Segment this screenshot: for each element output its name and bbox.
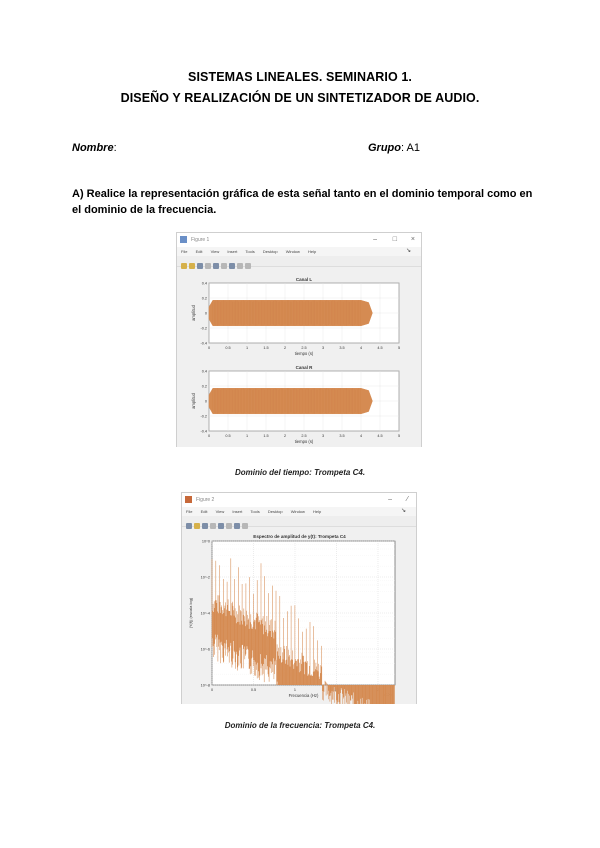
- canal-l-xtick-label: 2.5: [301, 346, 307, 350]
- figure2-window: [181, 492, 417, 704]
- canal-r-ytick-label: 0: [204, 399, 207, 404]
- menu-insert[interactable]: Insert: [232, 509, 243, 514]
- grupo-field: [368, 142, 420, 154]
- figure1-toolbar: [177, 256, 421, 267]
- canal-l-ytick-label: -0.2: [200, 326, 207, 331]
- dock-icon[interactable]: ↘: [405, 248, 411, 254]
- menu-tools[interactable]: Tools: [250, 509, 260, 514]
- canal-r-title: Canal R: [295, 365, 313, 370]
- spectrum-ytick-label: 10^-2: [200, 575, 210, 580]
- canal-l-xtick-label: 4: [359, 346, 363, 350]
- figure1-window: [176, 232, 422, 447]
- canal-l-xtick-label: 0: [207, 346, 211, 350]
- spectrum-ytick-label: 10^-6: [200, 647, 210, 652]
- spectrum-xlabel: Frecuencia (Hz): [288, 693, 319, 698]
- canal-l-xtick-label: 1.5: [263, 346, 269, 350]
- spectrum-x-exponent: x 10^4: [383, 693, 393, 697]
- spectrum-xtick-label: 1.5: [333, 688, 340, 692]
- menu-insert[interactable]: Insert: [227, 249, 238, 254]
- canal-r-xlabel: tiempo (s): [294, 439, 314, 444]
- figure2-titlebar: [182, 493, 416, 507]
- matlab-figure-icon: [185, 496, 192, 503]
- canal-l-xtick-label: 2: [283, 346, 287, 350]
- canal-r-ytick-label: -0.2: [200, 414, 207, 419]
- figure1-caption: Dominio del tiempo: Trompeta C4.: [234, 468, 366, 477]
- menu-desktop[interactable]: Desktop: [262, 249, 278, 254]
- legend-icon[interactable]: [237, 263, 243, 269]
- canal-r-xtick-label: 2: [283, 434, 287, 438]
- canal-l-ytick-label: 0.2: [201, 296, 207, 301]
- spectrum-xtick-label: 0.5: [250, 688, 257, 692]
- menu-view[interactable]: View: [210, 249, 220, 254]
- canal-l-xtick-label: 0.5: [225, 346, 231, 350]
- nombre-field: [72, 142, 117, 154]
- print-icon[interactable]: [205, 263, 211, 269]
- canal-r-xtick-label: 3.5: [339, 434, 345, 438]
- close-icon[interactable]: ×: [410, 236, 415, 243]
- figure2-caption: Dominio de la frecuencia: Trompeta C4.: [224, 721, 376, 730]
- canal-r-xtick-label: 0.5: [225, 434, 231, 438]
- nombre-separator: :: [113, 142, 117, 154]
- figure1-title: Figure 1: [191, 237, 210, 243]
- figure1-plot-area: [177, 267, 421, 447]
- pointer-icon[interactable]: [245, 263, 251, 269]
- menu-file[interactable]: File: [181, 249, 188, 254]
- canal-r-signal: [209, 388, 372, 414]
- spectrum-ytick-label: 10^-8: [200, 683, 210, 688]
- canal-l-xtick-label: 5: [397, 346, 401, 350]
- pointer-icon[interactable]: [242, 523, 248, 529]
- canal-r-xtick-label: 0: [207, 434, 211, 438]
- canal-l-title: Canal L: [295, 277, 313, 282]
- canal-l-xtick-label: 4.5: [377, 346, 383, 350]
- menu-view[interactable]: View: [215, 509, 225, 514]
- spectrum-xtick-label: 2: [376, 688, 380, 692]
- minimize-icon[interactable]: –: [373, 236, 377, 243]
- maximize-icon[interactable]: ⁄: [406, 496, 408, 503]
- save-icon[interactable]: [202, 523, 208, 529]
- canal-r-xtick-label: 1.5: [263, 434, 269, 438]
- question-a: A) Realice la representación gráfica de esta señal tanto en el dominio temporal como en el dominio de la frecuencia.: [72, 188, 533, 216]
- print-icon[interactable]: [210, 523, 216, 529]
- colorbar-icon[interactable]: [234, 523, 240, 529]
- canal-r-xtick-label: 3: [321, 434, 325, 438]
- canal-r-xtick-label: 4: [359, 434, 363, 438]
- canal-r-xtick-label: 1: [245, 434, 249, 438]
- canal-r-ylabel: amplitud: [191, 393, 196, 409]
- edit-plot-icon[interactable]: [218, 523, 224, 529]
- menu-window[interactable]: Window: [290, 509, 305, 514]
- canal-r-xtick-label: 5: [397, 434, 401, 438]
- figure2-plot-area: [182, 527, 416, 704]
- spectrum-title: Espectro de amplitud de y(t): Trompeta C4: [253, 534, 346, 539]
- canal-l-xlabel: tiempo (s): [294, 351, 314, 356]
- open-icon[interactable]: [189, 263, 195, 269]
- maximize-icon[interactable]: □: [392, 236, 397, 243]
- new-figure-icon[interactable]: [186, 523, 192, 529]
- menu-help[interactable]: Help: [308, 249, 317, 254]
- canal-l-xtick-label: 1: [245, 346, 249, 350]
- canal-l-ytick-label: 0.4: [201, 281, 207, 286]
- menu-file[interactable]: File: [186, 509, 193, 514]
- colorbar-icon[interactable]: [229, 263, 235, 269]
- menu-edit[interactable]: Edit: [200, 509, 208, 514]
- minimize-icon[interactable]: –: [388, 496, 392, 503]
- dock-icon[interactable]: ↘: [400, 508, 406, 514]
- menu-help[interactable]: Help: [313, 509, 322, 514]
- spectrum-ytick-label: 10^-4: [200, 611, 210, 616]
- canal-l-xtick-label: 3: [321, 346, 325, 350]
- menu-tools[interactable]: Tools: [245, 249, 255, 254]
- canal-l-ylabel: amplitud: [191, 305, 196, 321]
- spectrum-ylabel: |Y(f)| (escala log): [188, 597, 193, 629]
- canal-l-ytick-label: -0.4: [200, 341, 207, 346]
- link-icon[interactable]: [221, 263, 227, 269]
- canal-r-xtick-label: 2.5: [301, 434, 307, 438]
- canal-l-signal: [209, 300, 372, 326]
- menu-desktop[interactable]: Desktop: [267, 509, 283, 514]
- save-icon[interactable]: [197, 263, 203, 269]
- menu-edit[interactable]: Edit: [195, 249, 203, 254]
- grupo-value: : A1: [401, 142, 420, 154]
- menu-window[interactable]: Window: [285, 249, 300, 254]
- figure1-titlebar: [177, 233, 421, 247]
- new-figure-icon[interactable]: [181, 263, 187, 269]
- document-title-line1: SISTEMAS LINEALES. SEMINARIO 1.: [188, 70, 412, 84]
- canal-l-xtick-label: 3.5: [339, 346, 345, 350]
- edit-plot-icon[interactable]: [213, 263, 219, 269]
- figure2-menubar: [182, 507, 416, 516]
- grupo-label: Grupo: [368, 142, 401, 154]
- figure2-toolbar: [182, 516, 416, 527]
- spectrum-xtick-label: 1: [293, 688, 297, 692]
- spectrum-xtick-label: 0: [210, 688, 214, 692]
- canal-r-xtick-label: 4.5: [377, 434, 383, 438]
- canal-r-ytick-label: 0.4: [201, 369, 207, 374]
- spectrum-ytick-label: 10^0: [201, 539, 210, 544]
- document-title-line2: DISEÑO Y REALIZACIÓN DE UN SINTETIZADOR DE AUDIO.: [120, 91, 480, 105]
- link-icon[interactable]: [226, 523, 232, 529]
- canal-r-ytick-label: -0.4: [200, 429, 207, 434]
- open-icon[interactable]: [194, 523, 200, 529]
- matlab-figure-icon: [180, 236, 187, 243]
- figure2-title: Figure 2: [196, 497, 215, 503]
- canal-r-ytick-label: 0.2: [201, 384, 207, 389]
- figure1-menubar: [177, 247, 421, 256]
- canal-l-ytick-label: 0: [204, 311, 207, 316]
- nombre-label: Nombre: [72, 142, 114, 154]
